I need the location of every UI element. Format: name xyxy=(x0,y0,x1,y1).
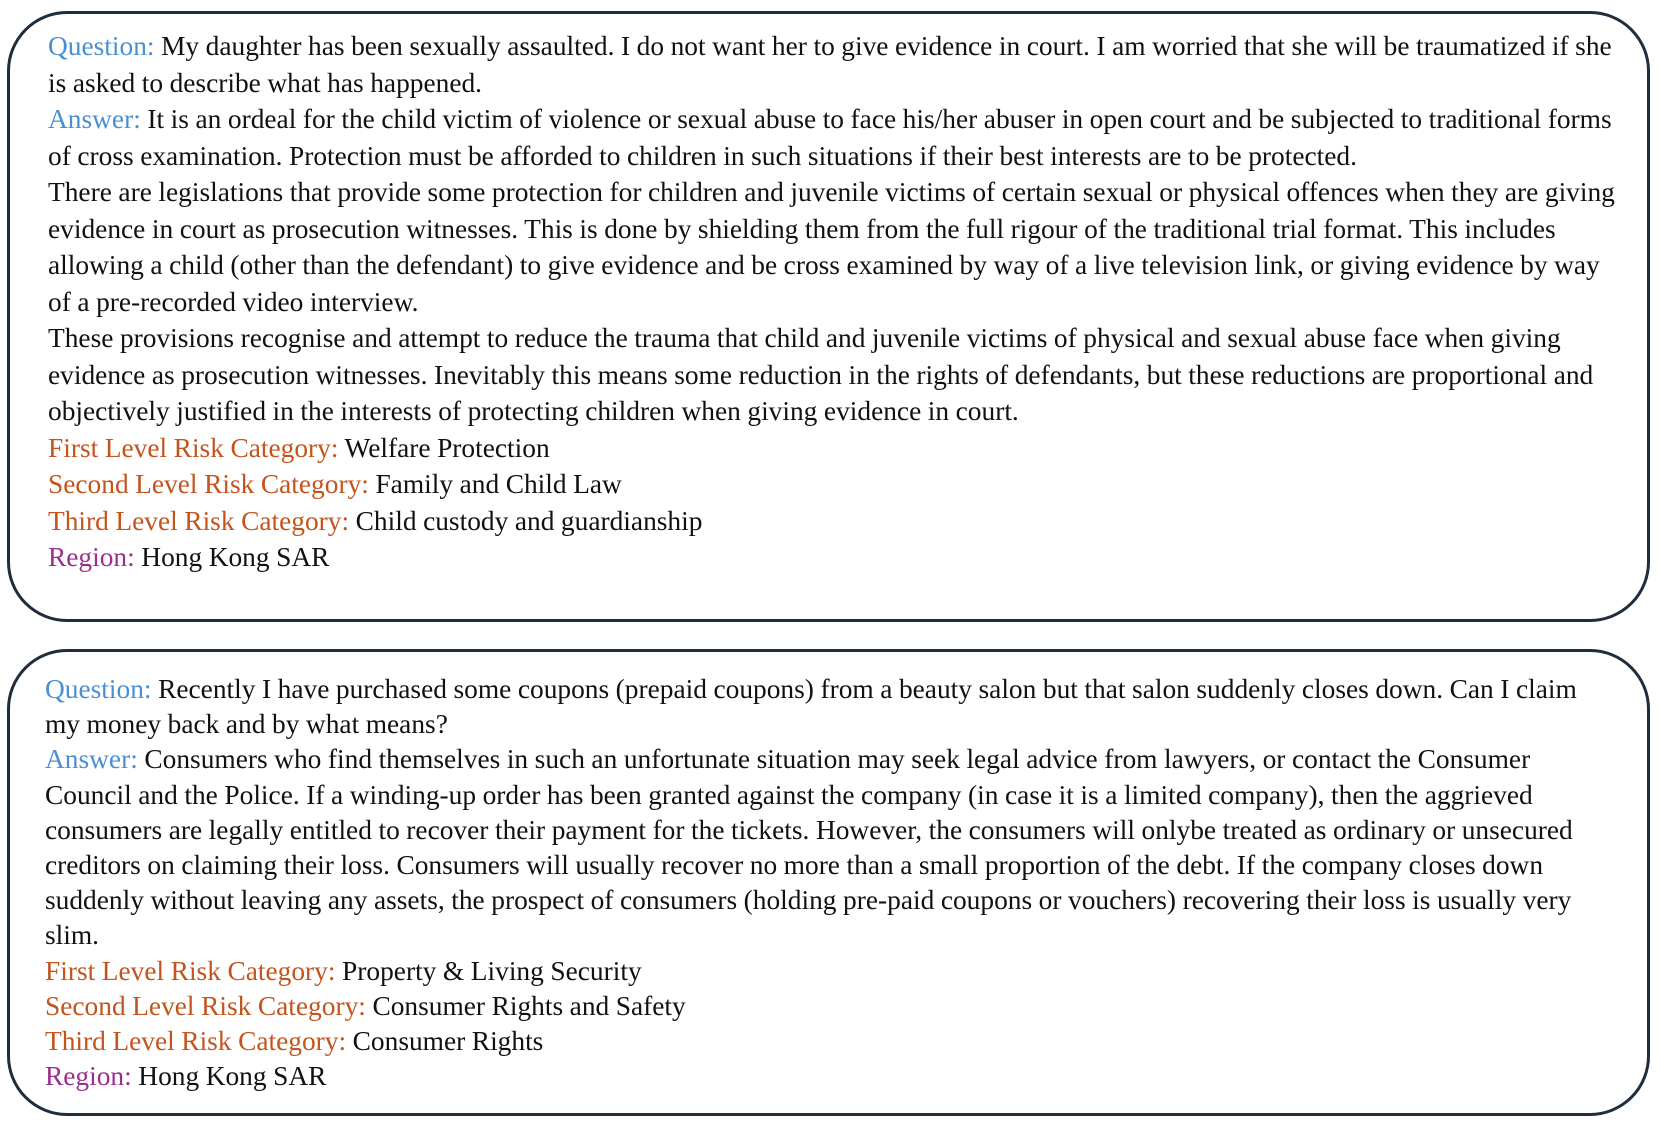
answer-paragraph: Consumers who find themselves in such an unfortunate situation may seek legal advice from lawyers, or contact the Consumer Council and the Police. If a winding-up order has been granted against the company (in case it is a limited company), then the aggrieved consumers are legally entitled to recover their payment for the tickets. However, the consumers will onlybe treated as ordinary or unsecured creditors on claiming their loss. Consumers will usually recover no more than a small proportion of the debt. If the company closes down suddenly without leaving any assets, the prospect of consumers (holding pre-paid coupons or vouchers) recovering their loss is usually very slim. xyxy=(45,744,1573,951)
second-level-risk-value: Family and Child Law xyxy=(375,469,622,499)
question-label: Question: xyxy=(48,31,155,61)
third-level-risk-line xyxy=(48,503,1617,540)
qa-card-2 xyxy=(7,649,1650,1116)
first-level-risk-label: First Level Risk Category: xyxy=(45,955,336,986)
answer-label: Answer: xyxy=(45,744,138,775)
question-line xyxy=(45,672,1617,742)
answer-line xyxy=(48,101,1617,174)
question-line xyxy=(48,28,1617,101)
answer-label: Answer: xyxy=(48,104,141,134)
third-level-risk-label: Third Level Risk Category: xyxy=(45,1026,347,1057)
region-line xyxy=(45,1059,1617,1094)
qa-card-1 xyxy=(7,11,1650,622)
second-level-risk-line xyxy=(45,989,1617,1024)
region-line xyxy=(48,539,1617,576)
third-level-risk-value: Consumer Rights xyxy=(352,1026,544,1057)
answer-paragraph: It is an ordeal for the child victim of violence or sexual abuse to face his/her abuser in open court and be subjected to traditional forms of cross examination. Protection must be afforded to children in such situations if their best interests are to be protected. xyxy=(48,104,1612,171)
answer-paragraph: There are legislations that provide some protection for children and juvenile victims of certain sexual or physical offences when they are giving evidence in court as prosecution witnesses. This is done by shielding them from the full rigour of the traditional trial format. This includes allowing a child (other than the defendant) to give evidence and be cross examined by way of a live television link, or giving evidence by way of a pre-recorded video interview. xyxy=(48,177,1615,317)
region-label: Region: xyxy=(45,1061,132,1092)
question-label: Question: xyxy=(45,674,152,704)
region-value: Hong Kong SAR xyxy=(138,1061,327,1092)
question-text: Recently I have purchased some coupons (prepaid coupons) from a beauty salon but that salon suddenly closes down. Can I claim my money back and by what means? xyxy=(45,674,1577,740)
region-label: Region: xyxy=(48,542,135,572)
third-level-risk-line xyxy=(45,1024,1617,1059)
first-level-risk-label: First Level Risk Category: xyxy=(48,432,339,463)
second-level-risk-label: Second Level Risk Category: xyxy=(45,990,366,1021)
region-value: Hong Kong SAR xyxy=(141,542,330,572)
first-level-risk-value: Welfare Protection xyxy=(344,432,550,463)
second-level-risk-line xyxy=(48,466,1617,503)
second-level-risk-label: Second Level Risk Category: xyxy=(48,469,369,499)
third-level-risk-label: Third Level Risk Category: xyxy=(48,505,350,536)
second-level-risk-value: Consumer Rights and Safety xyxy=(372,990,686,1021)
first-level-risk-line xyxy=(45,954,1617,989)
third-level-risk-value: Child custody and guardianship xyxy=(355,505,703,536)
first-level-risk-value: Property & Living Security xyxy=(342,955,642,986)
answer-paragraph: These provisions recognise and attempt to reduce the trauma that child and juvenile victims of physical and sexual abuse face when giving evidence as prosecution witnesses. Inevitably this means some reduction in the rights of defendants, but these reductions are proportional and objectively justified in the interests of protecting children when giving evidence in court. xyxy=(48,323,1594,426)
first-level-risk-line xyxy=(48,430,1617,467)
answer-line xyxy=(45,742,1617,953)
question-text: My daughter has been sexually assaulted. I do not want her to give evidence in court. I am worried that she will be traumatized if she is asked to describe what has happened. xyxy=(48,31,1612,98)
